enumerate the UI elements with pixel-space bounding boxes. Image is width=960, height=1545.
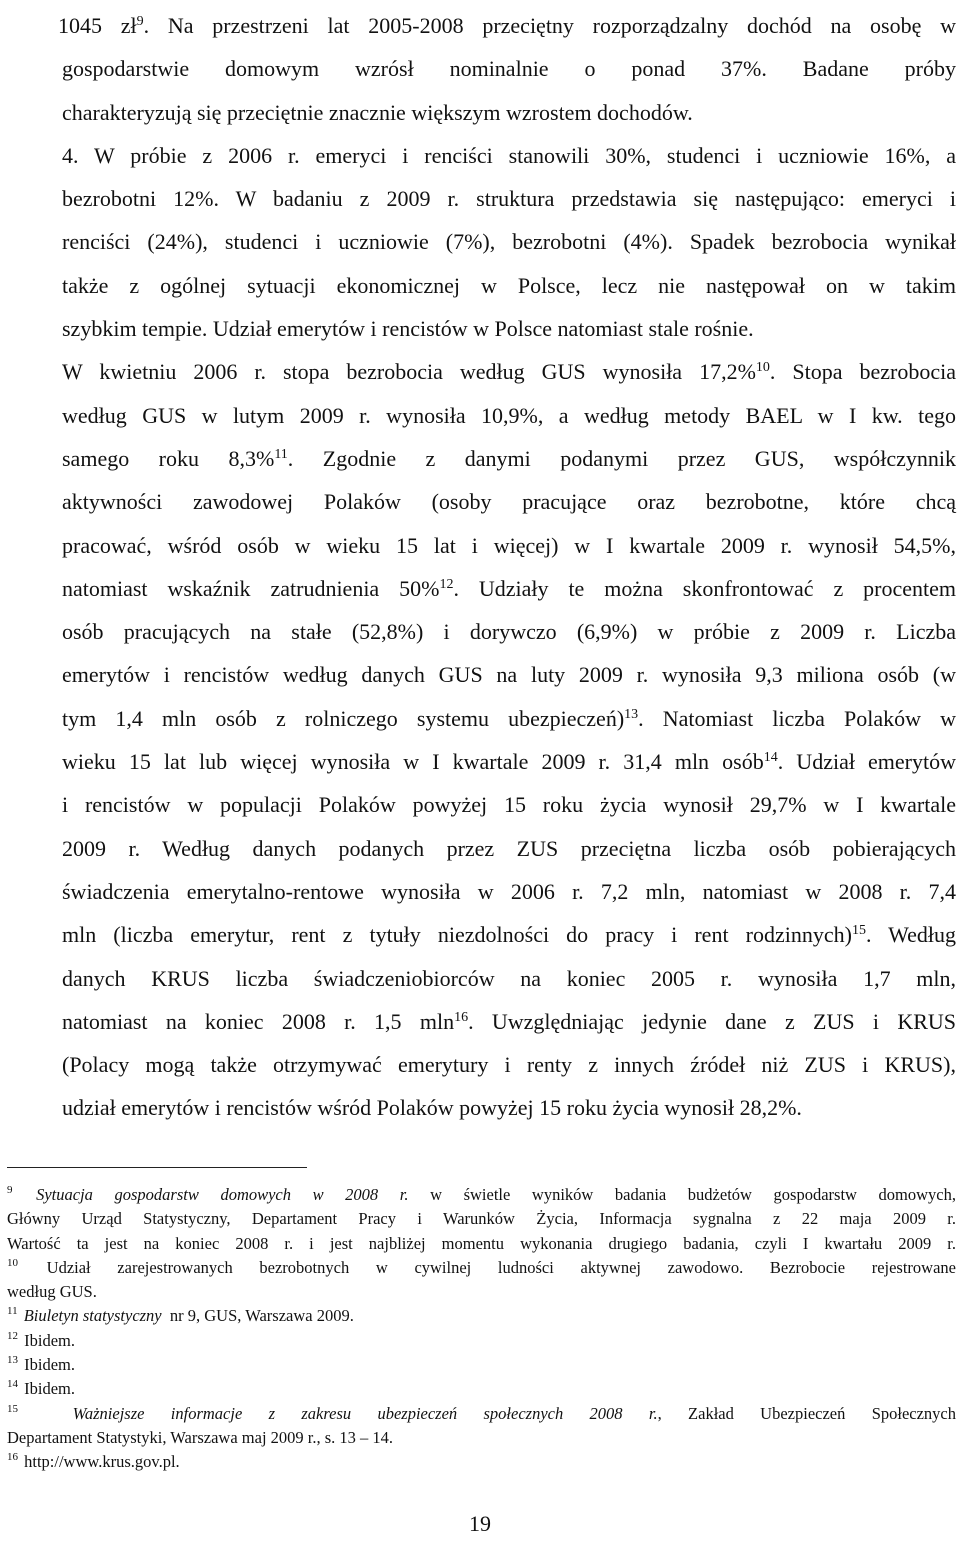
footnote-ref[interactable]: 10	[755, 360, 770, 376]
page-number: 19	[469, 1511, 491, 1536]
footnote-ref[interactable]: 11	[274, 446, 288, 462]
text-line: według GUS w lutym 2009 r. wynosiła 10,9%, a według metody BAEL w I kw. tego	[62, 402, 956, 428]
footnote-ref[interactable]: 14	[763, 750, 778, 766]
footnote-number: 16	[7, 1451, 18, 1464]
footnote-number: 13	[7, 1354, 18, 1367]
footnote-number: 9	[7, 1184, 13, 1196]
footnote-ref[interactable]: 13	[624, 706, 639, 722]
footnote-number: 10	[7, 1256, 18, 1269]
footnote-separator	[7, 1167, 307, 1168]
footnote-12: $^{12}$ Ibidem.	[7, 1329, 75, 1350]
source-title: Sytuacja gospodarstw domowych w 2008 r.	[36, 1185, 409, 1204]
text-line: gospodarstwie domowym wzrósł nominalnie o ponad 37%. Badane próby	[62, 56, 956, 82]
footnote-number: 14	[7, 1378, 18, 1391]
footnote-number: 12	[7, 1329, 18, 1342]
text-line: szybkim tempie. Udział emerytów i rencistów w Polsce natomiast stale rośnie.	[62, 316, 754, 342]
footnote-ref[interactable]: 15	[851, 923, 866, 939]
text-line: danych KRUS liczba świadczeniobiorców na koniec 2005 r. wynosiła 1,7 mln,	[62, 965, 956, 991]
text-line: także z ogólnej sytuacji ekonomicznej w Polsce, lecz nie następował on w takim	[62, 272, 956, 298]
footnote-number: 15	[7, 1402, 18, 1415]
text-line: aktywności zawodowej Polaków (osoby pracujące oraz bezrobotne, które chcą	[62, 489, 956, 515]
footnote-13: $^{13}$ Ibidem.	[7, 1354, 75, 1375]
footnote-10: $^{10}$ Udział zarejestrowanych bezrobotnych w cywilnej ludności aktywnej zawodowo. Bezrobocie rejestrowane według GUS.	[7, 1256, 956, 1302]
footnote-link[interactable]: http://www.krus.gov.pl.	[20, 1452, 180, 1472]
footnote-number: 11	[7, 1305, 18, 1318]
text-line: osób pracujących na stałe (52,8%) i dorywczo (6,9%) w próbie z 2009 r. Liczba	[62, 619, 956, 645]
text-line: tym 1,4 mln osób z rolniczego systemu ubezpieczeń)$^{13}$. Natomiast liczba Polaków w	[62, 705, 956, 731]
footnote-16	[7, 1450, 956, 1474]
footnote-9: $^9$ Sytuacja gospodarstw domowych w 2008 r. w świetle wyników badania budżetów gospodarstw domowych, Główny Urząd Statystyczny, Departament Pracy i Warunków Życia, Informacja sygnalna z 22 maja 2009 r. Wartość ta jest na koniec 2008 r. i jest najbliżej momentu wykonania drugiego badania, czyli I kwartału 2009 r.	[7, 1184, 956, 1253]
text-line: udział emerytów i rencistów wśród Polaków powyżej 15 roku życia wynosił 28,2%.	[62, 1095, 802, 1121]
text-line: bezrobotni 12%. W badaniu z 2009 r. struktura przedstawia się następująco: emeryci i	[62, 186, 956, 212]
text-line: W kwietniu 2006 r. stopa bezrobocia według GUS wynosiła 17,2%$^{10}$. Stopa bezrobocia	[62, 359, 957, 385]
text-line: świadczenia emerytalno-rentowe wynosiła w 2006 r. 7,2 mln, natomiast w 2008 r. 7,4	[62, 878, 956, 904]
source-title: Ważniejsze informacje z zakresu ubezpieczeń społecznych 2008 r.	[20, 1403, 658, 1423]
text-line: 1045 $zł^9$. Na przestrzeni lat 2005-2008 przeciętny rozporządzalny dochód na osobę w	[58, 13, 956, 38]
footnote-ref[interactable]: 16	[454, 1009, 469, 1025]
footnote-11: $^{11}$ Biuletyn statystyczny nr 9, GUS, Warszawa 2009.	[7, 1305, 354, 1326]
source-title: Biuletyn statystyczny	[19, 1306, 162, 1326]
text-line: wieku 15 lat lub więcej wynosiła w I kwartale 2009 r. 31,4 mln osób$^{14}$. Udział emerytów	[62, 749, 957, 775]
text-line: natomiast na koniec 2008 r. 1,5 mln$^{16}$. Uwzględniając jedynie dane z ZUS i KRUS	[62, 1008, 956, 1034]
text-line: (Polacy mogą także otrzymywać emerytury i renty z innych źródeł niż ZUS i KRUS),	[62, 1052, 956, 1078]
footnote-15: $^{15}$ Ważniejsze informacje z zakresu ubezpieczeń społecznych 2008 r., Zakład Ubezpieczeń Społecznych Departament Statystyki, Warszawa maj 2009 r., s. 13 – 14.	[7, 1402, 956, 1447]
body-text	[58, 4, 957, 1130]
text-line: natomiast wskaźnik zatrudnienia 50%$^{12}$. Udziały te można skonfrontować z procentem	[62, 575, 956, 601]
text-line: pracować, wśród osób w wieku 15 lat i więcej) w I kwartale 2009 r. wynosił 54,5%,	[62, 532, 956, 558]
text-line: 4. W próbie z 2006 r. emeryci i renciści stanowili 30%, studenci i uczniowie 16%, a	[62, 142, 956, 168]
text-line: charakteryzują się przeciętnie znacznie większym wzrostem dochodów.	[62, 99, 693, 125]
text-line: emerytów i rencistów według danych GUS na luty 2009 r. wynosiła 9,3 miliona osób (w	[62, 662, 956, 688]
text-line: mln (liczba emerytur, rent z tytuły niezdolności do pracy i rent rodzinnych)$^{15}$. Według	[62, 922, 956, 948]
text-line: renciści (24%), studenci i uczniowie (7%), bezrobotni (4%). Spadek bezrobocia wynikał	[62, 229, 956, 255]
text-line: 2009 r. Według danych podanych przez ZUS przeciętna liczba osób pobierających	[62, 835, 956, 861]
footnotes	[7, 1183, 956, 1475]
footnote-ref[interactable]: 9	[136, 14, 144, 29]
text-line: samego roku 8,3%$^{11}$. Zgodnie z danymi podanymi przez GUS, współczynnik	[62, 445, 956, 471]
text-line: i rencistów w populacji Polaków powyżej 15 roku życia wynosił 29,7% w I kwartale	[62, 792, 956, 818]
footnote-14: $^{14}$ Ibidem.	[7, 1378, 75, 1399]
footnote-ref[interactable]: 12	[439, 576, 454, 592]
